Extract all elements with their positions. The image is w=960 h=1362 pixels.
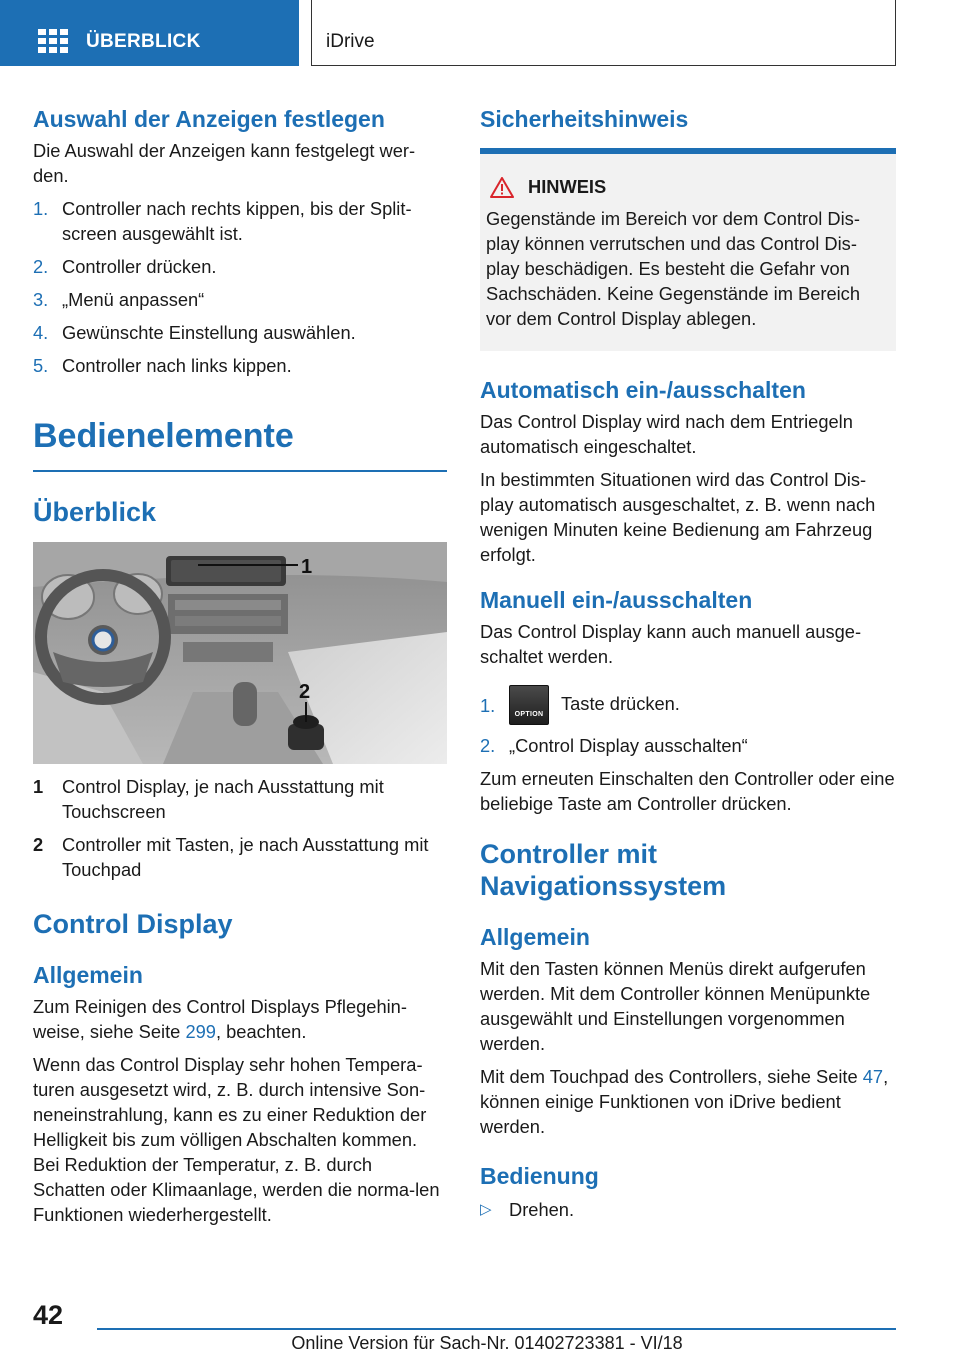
legend-item: 2 Controller mit Tasten, je nach Ausstattung mit Touchpad xyxy=(33,834,429,880)
list-item: 2. „Control Display ausschalten“ xyxy=(480,735,748,756)
list-item: 3. „Menü anpassen“ xyxy=(33,289,205,310)
right-column xyxy=(480,100,896,1222)
list-item: 2. Controller drücken. xyxy=(33,256,217,277)
legend-item: 1 Control Display, je nach Ausstattung mit Touchscreen xyxy=(33,776,384,822)
list-item: 1. Controller nach rechts kippen, bis der Split‐screen ausgewählt ist. xyxy=(33,198,412,244)
heading-bedienelemente: Bedienelemente xyxy=(33,417,294,455)
auswahl-steps xyxy=(33,196,447,378)
page-link-47[interactable]: 47 xyxy=(862,1066,884,1087)
paragraph-reinigen: Zum Reinigen des Control Displays Pflegehin‐weise, siehe Seite 299, beachten. xyxy=(33,996,407,1042)
list-item: 5. Controller nach links kippen. xyxy=(33,355,292,376)
heading-ueberblick: Überblick xyxy=(33,497,157,527)
heading-controller: Controller mit Navigationssystem xyxy=(480,839,727,901)
paragraph-auswahl: Die Auswahl der Anzeigen kann festgelegt wer‐den. xyxy=(33,140,416,186)
photo-label-1: 1 xyxy=(301,556,313,578)
paragraph-allgemein-1: Mit den Tasten können Menüs direkt aufgerufen werden. Mit dem Controller können Menüpunkte ausgewählt und Einstellungen vorgenommen werden. xyxy=(480,958,871,1054)
heading-sicherheitshinweis: Sicherheitshinweis xyxy=(480,106,689,132)
hint-text: Gegenstände im Bereich vor dem Control Dis‐play können verrutschen und das Control Dis‐play beschädigen. Es besteht die Gefahr von Sachschäden. Keine Gegenstände im Bereich vor dem Control Display ablegen. xyxy=(486,208,860,329)
warning-icon xyxy=(490,177,514,198)
paragraph-automatisch-1: Das Control Display wird nach dem Entriegeln automatisch eingeschaltet. xyxy=(480,411,853,457)
heading-auswahl: Auswahl der Anzeigen festlegen xyxy=(33,106,385,132)
list-item: 1. OPTION Taste drücken. xyxy=(480,685,896,725)
chapter-tab-label: iDrive xyxy=(326,31,375,52)
grid-icon[interactable] xyxy=(38,29,68,53)
left-column xyxy=(33,100,447,1235)
heading-manuell: Manuell ein-/ausschalten xyxy=(480,587,753,613)
cockpit-illustration xyxy=(33,542,447,764)
bedienung-list xyxy=(480,1197,896,1222)
footer-text: Online Version für Sach-Nr. 01402723381 - VI/18 xyxy=(291,1333,683,1353)
heading-rule xyxy=(33,470,447,472)
footer-rule xyxy=(97,1328,896,1330)
paragraph-allgemein-2: Mit dem Touchpad des Controllers, siehe Seite 47, können einige Funktionen von iDrive bedient werden. xyxy=(480,1066,889,1137)
heading-allgemein: Allgemein xyxy=(33,962,143,988)
heading-automatisch: Automatisch ein-/ausschalten xyxy=(480,377,806,403)
heading-control-display: Control Display xyxy=(33,909,233,939)
list-item: ▷ Drehen. xyxy=(480,1199,575,1220)
paragraph-erneut: Zum erneuten Einschalten den Controller oder eine beliebige Taste am Controller drücken. xyxy=(480,768,895,814)
section-label[interactable]: ÜBERBLICK xyxy=(86,31,201,52)
paragraph-automatisch-2: In bestimmten Situationen wird das Control Dis‐play automatisch ausgeschaltet, z. B. wenn nach wenigen Minuten keine Bedienung am Fahrzeug erfolgt. xyxy=(480,469,876,565)
hint-box xyxy=(480,148,896,351)
manuell-steps xyxy=(480,685,896,758)
hint-title: HINWEIS xyxy=(490,176,890,198)
paragraph-manuell: Das Control Display kann auch manuell ausge‐schaltet werden. xyxy=(480,621,862,667)
heading-bedienung: Bedienung xyxy=(480,1163,599,1189)
section-header xyxy=(0,0,299,66)
chapter-tab[interactable] xyxy=(311,0,896,66)
photo-legend xyxy=(33,774,447,882)
photo-label-2: 2 xyxy=(299,681,311,703)
triangle-bullet-icon: ▷ xyxy=(480,1201,492,1218)
page-link-299[interactable]: 299 xyxy=(185,1021,216,1042)
list-item: 4. Gewünschte Einstellung auswählen. xyxy=(33,322,356,343)
heading-allgemein-2: Allgemein xyxy=(480,924,590,950)
paragraph-temperatur: Wenn das Control Display sehr hohen Tempera‐turen ausgesetzt wird, z. B. durch intensive Son‐neneinstrahlung, kann es zu einer Reduktion der Helligkeit bis zum völligen Abschalten kommen. Bei Reduktion der Temperatur, z. B. durch Schatten oder Klimaanlage, werden die norma‐len Funktionen wiederhergestellt. xyxy=(33,1054,440,1225)
option-button-icon: OPTION xyxy=(509,685,549,725)
cockpit-photo xyxy=(33,542,447,764)
page-number: 42 xyxy=(33,1300,64,1330)
